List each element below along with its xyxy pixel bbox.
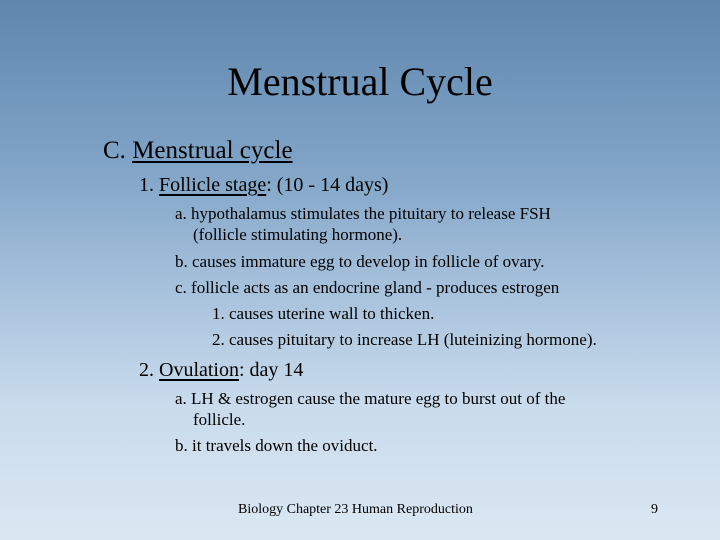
item1-point-a-line2: (follicle stimulating hormone). bbox=[193, 225, 403, 244]
item2-marker: 2. bbox=[139, 359, 159, 381]
item1-point-a-line1: a. hypothalamus stimulates the pituitary to release FSH bbox=[175, 204, 551, 223]
heading-marker: C. bbox=[103, 137, 133, 164]
footer-text: Biology Chapter 23 Human Reproduction bbox=[238, 502, 473, 517]
item2-underlined-text: Ovulation bbox=[159, 359, 239, 381]
item-follicle-stage bbox=[139, 173, 388, 197]
slide-title: Menstrual Cycle bbox=[227, 59, 493, 104]
item1-point-b: b. causes immature egg to develop in follicle of ovary. bbox=[175, 252, 545, 271]
item1-rest-text: : (10 - 14 days) bbox=[266, 174, 389, 196]
item-ovulation bbox=[139, 358, 303, 382]
item1-underlined-text: Follicle stage bbox=[159, 174, 267, 196]
item2-rest-text: : day 14 bbox=[239, 359, 304, 381]
heading-underlined-text: Menstrual cycle bbox=[132, 137, 293, 164]
item1-point-c: c. follicle acts as an endocrine gland - produces estrogen bbox=[175, 278, 560, 297]
item2-point-b: b. it travels down the oviduct. bbox=[175, 436, 378, 455]
item1-marker: 1. bbox=[139, 174, 159, 196]
item2-point-a-line2: follicle. bbox=[193, 410, 246, 429]
item1-point-c-sub1: 1. causes uterine wall to thicken. bbox=[212, 304, 435, 323]
heading-menstrual-cycle bbox=[103, 136, 293, 166]
item1-point-c-sub2: 2. causes pituitary to increase LH (luteinizing hormone). bbox=[212, 330, 597, 349]
page-number: 9 bbox=[651, 502, 658, 517]
item2-point-a-line1: a. LH & estrogen cause the mature egg to burst out of the bbox=[175, 389, 566, 408]
